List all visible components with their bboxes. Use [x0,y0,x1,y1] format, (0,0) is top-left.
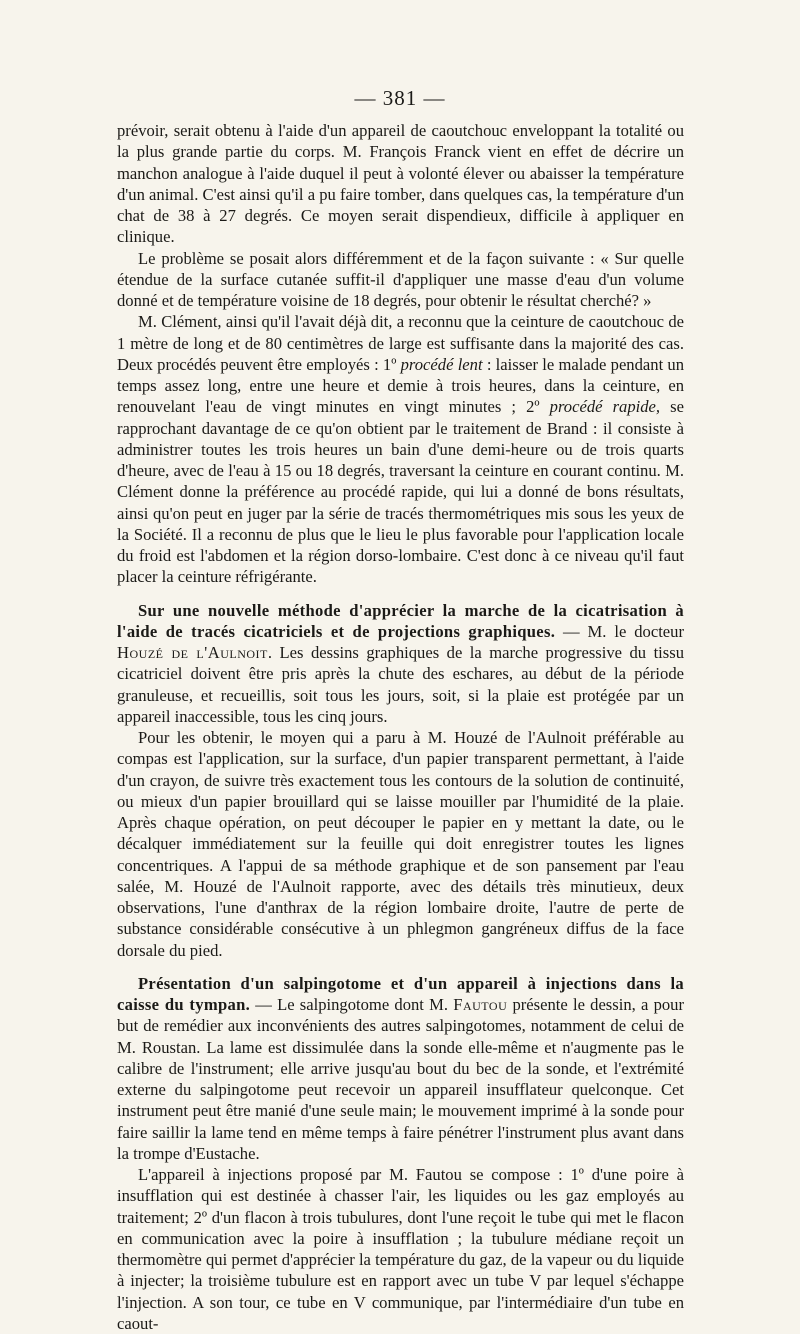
paragraph-text: . Les dessins graphiques de la marche progressive du tissu cicatriciel doivent être pris après la chute des eschares, au début de la période granuleuse, et recueillis, soit tous les jours, soit, si la plaie est protégée par un appareil inaccessible, tous les cinq jours. [117,643,684,726]
section-cicatrisation [117,600,684,728]
section-salpingotome [117,973,684,1164]
emphasis-rapid-procedure: procédé rapide, [549,397,661,417]
paragraph-injection-apparatus: L'appareil à injections proposé par M. Fautou se compose : 1º d'une poire à insufflation qui est destinée à chasser l'air, les liquides ou les gaz employés au traitement; 2º d'un flacon à trois tubulures, dont l'une reçoit le tube qui met le flacon en communication avec la poire à insufflation ; la tubulure médiane reçoit un thermomètre qui permet d'apprécier la température du gaz, de la vapeur ou du liquide à injecter; la troisième tubulure est en rapport avec un tube V par lequel s'échappe l'injection. A son tour, ce tube en V communique, par l'intermédiaire d'un tube en caout- [117,1165,684,1333]
author-name: Fautou [453,995,508,1014]
paragraph-text: M. Clément, ainsi qu'il l'avait déjà dit, a reconnu que la ceinture de caoutchouc de 1 mètre de long et de 80 centimètres de large est suffisante dans la majorité des cas. Deux procédés peuvent être employés : 1º [117,312,684,374]
page-number: — 381 — [354,86,446,110]
paragraph-houze-method: Pour les obtenir, le moyen qui a paru à M. Houzé de l'Aulnoit préférable au compas est l'application, sur la surface, d'un papier transparent permettant, à l'aide d'un crayon, de suivre très exactement tous les contours de la solution de continuité, ou mieux d'un papier brouillard qui se laisse mouiller par l'humidité de la plaie. Après chaque opération, on peut découper le papier en y mettant la date, ou le décalquer immédiatement sur la feuille qui doit enregistrer toutes les lignes concentriques. A l'appui de sa méthode graphique et de son pansement par l'eau salée, M. Houzé de l'Aulnoit rapporte, avec des détails très minutieux, deux observations, l'une d'anthrax de la région lombaire droite, l'autre de perte de substance considérable consécutive à un phlegmon gangréneux diffus de la face dorsale du pied. [117,728,684,960]
paragraph-fever-cooling: prévoir, serait obtenu à l'aide d'un appareil de caoutchouc enveloppant la totalité ou la plus grande partie du corps. M. François Franck vient en effet de décrire un manchon analogue à l'aide duquel il peut à volonté élever ou abaisser la température d'un animal. C'est ainsi qu'il a pu faire tomber, dans quelques cas, la température d'un chat de 38 à 27 degrés. Ce moyen serait dispendieux, difficile à appliquer en clinique. [117,121,684,247]
section-title-salpingotome: Présentation d'un salpingotome et d'un appareil à injections dans la caisse du tympan. [117,973,684,1014]
paragraph-clement-procedures [117,311,684,587]
emphasis-slow-procedure: procédé lent [400,354,483,374]
author-name: Houzé de l'Aulnoit [117,643,268,662]
paragraph-text: — M. le docteur [555,621,684,641]
body-text [117,120,684,1334]
paragraph-problem-question: Le problème se posait alors différemment et de la façon suivante : « Sur quelle étendue de la surface cutanée suffit-il d'appliquer une masse d'eau d'un volume donné et de température voisine de 18 degrés, pour obtenir le résultat cherché? » [117,248,684,310]
paragraph-text: présente le dessin, a pour but de remédier aux inconvénients des autres salpingotomes, notamment de celui de M. Roustan. La lame est dissimulée dans la sonde elle-même et n'augmente pas le calibre de l'instrument; elle arrive jusqu'au bout du bec de la sonde, et l'extrémité externe du salpingotome peut recevoir un appareil insufflateur quelconque. Cet instrument peut être manié d'une seule main; le mouvement imprimé à la sonde pour faire saillir la lame tend en même temps à faire pénétrer l'instrument plus avant dans la trompe d'Eustache. [117,995,684,1163]
paragraph-text: se rapprochant davantage de ce qu'on obtient par le traitement de Brand : il consiste à administrer toutes les trois heures un bain d'une demi-heure ou de trois quarts d'heure, avec de l'eau à 15 ou 18 degrés, traversant la ceinture en courant continu. M. Clément donne la préférence au procédé rapide, qui lui a donné de bons résultats, ainsi qu'on peut en juger par la série de tracés thermométriques mis sous les yeux de la Société. Il a reconnu de plus que le lieu le plus favorable pour l'application locale du froid est l'abdomen et la région dorso-lombaire. C'est donc à ce niveau qu'il faut placer la ceinture réfrigérante. [117,397,684,587]
section-title-cicatrisation: Sur une nouvelle méthode d'apprécier la marche de la cicatrisation à l'aide de tracés cicatriciels et de projections graphiques. [117,600,684,641]
paragraph-text: — Le salpingotome dont M. [250,995,454,1014]
paragraph-text: : laisser le malade pendant un temps assez long, entre une heure et demie à trois heures, dans la ceinture, en renouvelant l'eau de vingt minutes en vingt minutes ; 2º [117,354,685,417]
